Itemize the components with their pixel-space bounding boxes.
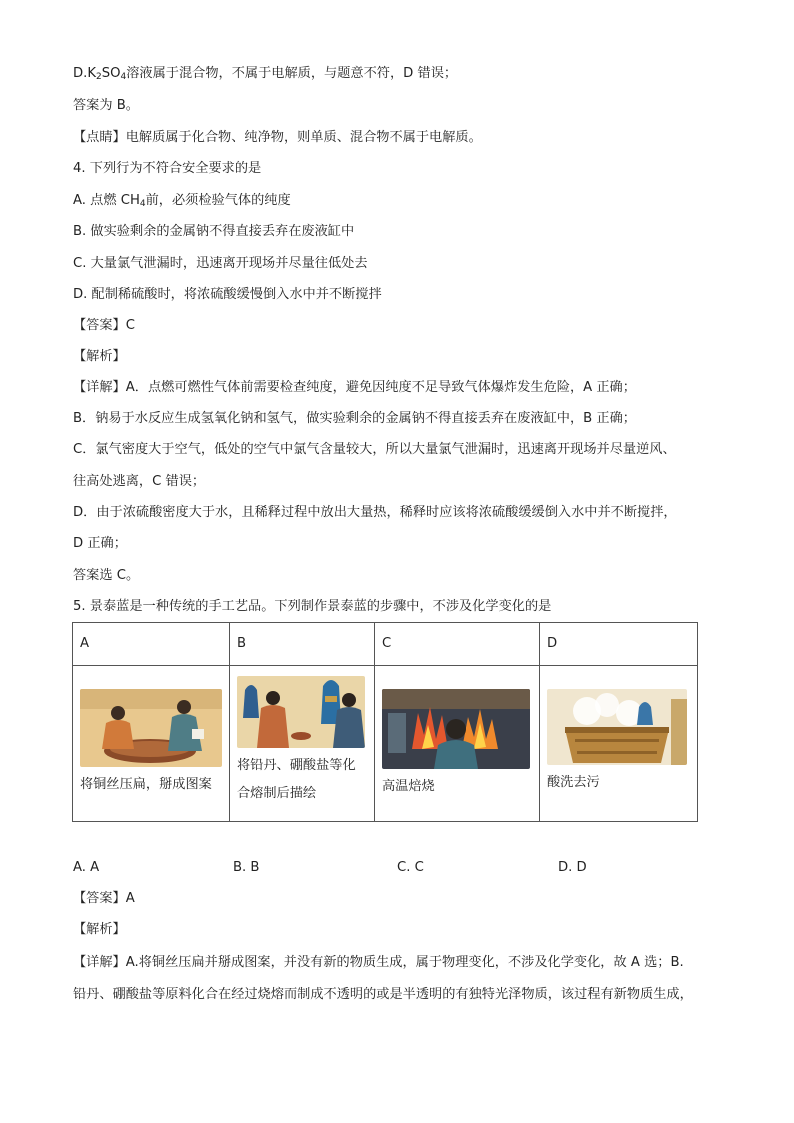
- option-b-caption: 将铅丹、硼酸盐等化合熔制后描绘: [237, 758, 356, 801]
- options-table: [72, 622, 698, 822]
- choice-c: C. C: [397, 860, 424, 875]
- detail-line: C．氯气密度大于空气，低处的空气中氯气含量较大，所以大量氯气泄漏时，迅速离开现场并尽量逆风、: [73, 442, 676, 457]
- table-cell-c: [375, 666, 540, 822]
- detail-line: 【详解】A．点燃可燃性气体前需要检查纯度，避免因纯度不足导致气体爆炸发生危险，A 正确；: [73, 380, 636, 395]
- text-line: $D.K_2SO_4$溶液属于混合物，不属于电解质，与题意不符，D 错误；: [73, 66, 458, 82]
- table-cell-a: [73, 666, 230, 822]
- choice-d: D. D: [558, 860, 587, 875]
- option-4a: A. 点燃 $CH_4$前，必须检验气体的纯度: [73, 193, 291, 209]
- detail-line: 往高处逃离，C 错误；: [73, 474, 206, 489]
- answer-line: 答案为 B。: [73, 98, 139, 113]
- question-5: 5. 景泰蓝是一种传统的手工艺品。下列制作景泰蓝的步骤中，不涉及化学变化的是: [73, 599, 552, 614]
- table-cell-d: [540, 666, 698, 822]
- option-4c: C. 大量氯气泄漏时，迅速离开现场并尽量往低处去: [73, 256, 368, 271]
- detail-line: D 正确；: [73, 536, 127, 551]
- option-4d: D. 配制稀硫酸时，将浓硫酸缓慢倒入水中并不断搅拌: [73, 287, 382, 302]
- detail-line: 【详解】A.将铜丝压扁并掰成图案，并没有新的物质生成，属于物理变化，不涉及化学变化，故 A 选；B.: [73, 955, 684, 970]
- illustration-firing-kiln: [382, 689, 530, 769]
- answer-4: 【答案】C: [73, 318, 135, 333]
- detail-line: B．钠易于水反应生成氢氧化钠和氢气，做实验剩余的金属钠不得直接丢弃在废液缸中，B 正确；: [73, 411, 636, 426]
- choice-b: B. B: [233, 860, 260, 875]
- table-header-d: D: [540, 623, 698, 666]
- table-cell-b: [230, 666, 375, 822]
- analysis-heading-5: 【解析】: [73, 922, 126, 937]
- question-4: 4. 下列行为不符合安全要求的是: [73, 161, 262, 176]
- detail-line: 答案选 C。: [73, 568, 140, 583]
- table-header-c: C: [375, 623, 540, 666]
- option-a-caption: 将铜丝压扁，掰成图案: [80, 777, 212, 792]
- detail-line: 铅丹、硼酸盐等原料化合在经过烧熔而制成不透明的或是半透明的有独特光泽物质，该过程有新物质生成，: [73, 987, 693, 1002]
- illustration-painting-vases: [237, 676, 365, 748]
- table-header-a: A: [73, 623, 230, 666]
- table-header-b: B: [230, 623, 375, 666]
- answer-5: 【答案】A: [73, 891, 135, 906]
- option-d-caption: 酸洗去污: [547, 775, 600, 790]
- option-4b: B. 做实验剩余的金属钠不得直接丢弃在废液缸中: [73, 224, 355, 239]
- option-c-caption: 高温焙烧: [382, 779, 435, 794]
- choice-a: A. A: [73, 860, 100, 875]
- illustration-pressing-wire: [80, 689, 222, 767]
- analysis-heading-4: 【解析】: [73, 349, 126, 364]
- tip-line: 【点睛】电解质属于化合物、纯净物，则单质、混合物不属于电解质。: [73, 130, 482, 145]
- illustration-acid-washing: [547, 689, 687, 765]
- detail-line: D．由于浓硫酸密度大于水，且稀释过程中放出大量热，稀释时应该将浓硫酸缓缓倒入水中并不断搅拌，: [73, 505, 677, 520]
